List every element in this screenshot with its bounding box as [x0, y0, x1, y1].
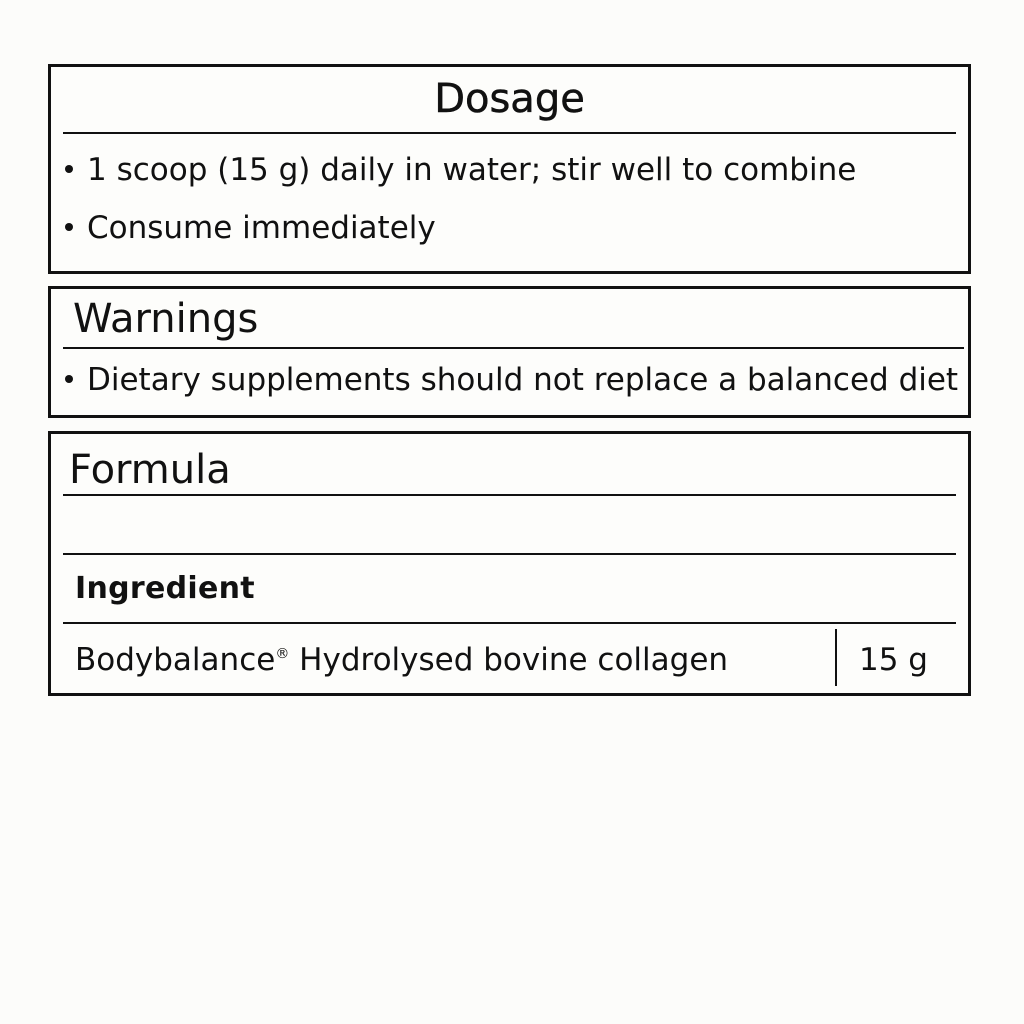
- dosage-item: [65, 152, 857, 188]
- dosage-item-text: Consume immediately: [87, 210, 436, 246]
- ingredient-amount: 15 g: [859, 642, 928, 678]
- registered-mark: ®: [275, 646, 290, 662]
- formula-title-divider: [63, 494, 956, 496]
- formula-blank-divider: [63, 553, 956, 555]
- bullet-icon: [65, 375, 73, 383]
- bullet-icon: [65, 165, 73, 173]
- formula-title: Formula: [69, 447, 231, 493]
- dosage-panel: [48, 64, 971, 274]
- warnings-panel: [48, 286, 971, 418]
- warnings-item: [65, 362, 959, 398]
- ingredient-header-divider: [63, 622, 956, 624]
- dosage-item-text: 1 scoop (15 g) daily in water; stir well to combine: [87, 152, 857, 188]
- dosage-title-divider: [63, 132, 956, 134]
- dosage-title: Dosage: [434, 76, 585, 122]
- bullet-icon: [65, 223, 73, 231]
- amount-column-divider: [835, 629, 837, 686]
- ingredient-brand: Bodybalance: [75, 642, 276, 678]
- ingredient-column-header: Ingredient: [75, 571, 255, 606]
- warnings-item-text: Dietary supplements should not replace a balanced diet: [87, 362, 959, 398]
- dosage-item: [65, 210, 436, 246]
- warnings-title-divider: [63, 347, 964, 349]
- ingredient-name: [75, 642, 729, 678]
- ingredient-description: Hydrolysed bovine collagen: [289, 642, 729, 678]
- formula-panel: [48, 431, 971, 696]
- warnings-title: Warnings: [73, 296, 259, 342]
